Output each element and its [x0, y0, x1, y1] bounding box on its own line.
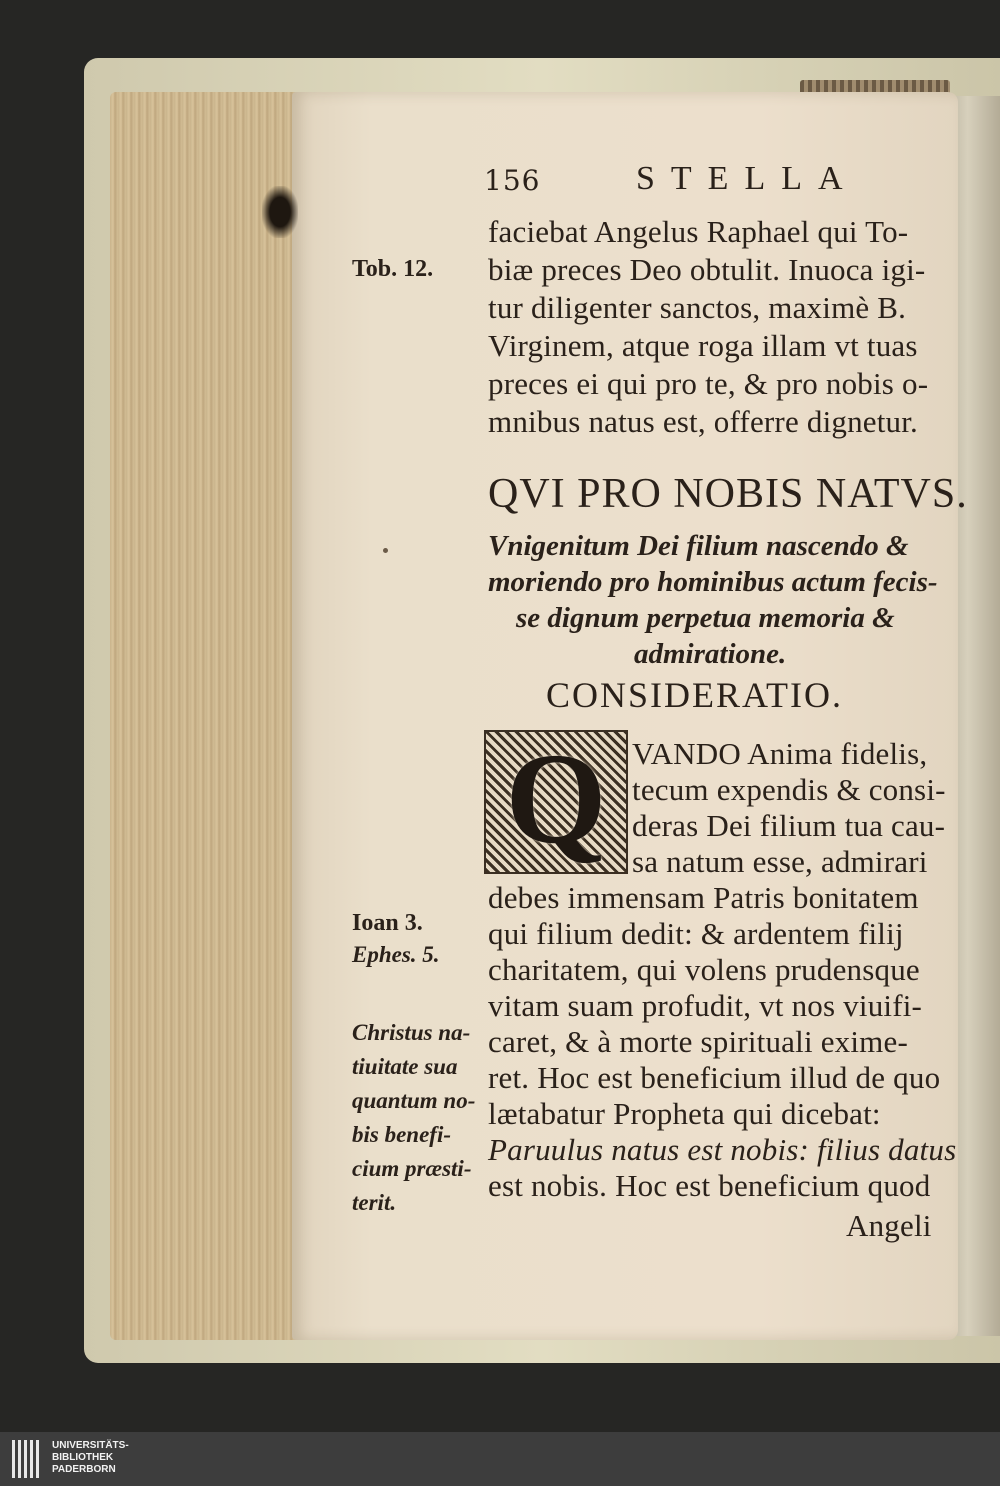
- text-line: qui filium dedit: & ardentem filij: [488, 916, 904, 951]
- text-line: sa natum esse, admirari: [632, 844, 928, 879]
- catchword: Angeli: [846, 1208, 932, 1243]
- page-number: 156: [484, 164, 541, 197]
- margin-note-ephes: Ephes. 5.: [352, 942, 440, 967]
- margin-note-christus: quantum no-: [352, 1088, 476, 1113]
- consideratio-heading: CONSIDERATIO.: [546, 675, 844, 715]
- italic-line: moriendo pro hominibus actum fecis-: [488, 566, 938, 598]
- text-line: vitam suam profudit, vt nos viuifi-: [488, 988, 923, 1023]
- library-logo-text: [52, 1440, 129, 1476]
- text-line: debes immensam Patris bonitatem: [488, 880, 919, 915]
- margin-note-christus: bis benefi-: [352, 1122, 452, 1147]
- text-line: est nobis. Hoc est beneficium quod: [488, 1168, 931, 1203]
- italic-line: se dignum perpetua memoria &: [516, 602, 895, 634]
- text-line: faciebat Angelus Raphael qui To-: [488, 214, 909, 249]
- italic-line: Vnigenitum Dei filium nascendo &: [488, 530, 909, 562]
- logo-line: UNIVERSITÄTS-: [52, 1440, 129, 1451]
- page-edges: [110, 92, 296, 1340]
- margin-note-christus: terit.: [352, 1190, 397, 1215]
- logo-line: PADERBORN: [52, 1464, 116, 1475]
- margin-note-tob: Tob. 12.: [352, 256, 434, 282]
- text-line: tur diligenter sanctos, maximè B.: [488, 290, 907, 325]
- margin-note-christus: Christus na-: [352, 1020, 471, 1045]
- text-line: charitatem, qui volens prudensque: [488, 952, 920, 987]
- text-line: Virginem, atque roga illam vt tuas: [488, 328, 918, 363]
- ink-dot: [383, 548, 388, 553]
- ink-smudge: [262, 186, 298, 238]
- logo-line: BIBLIOTHEK: [52, 1452, 114, 1463]
- text-line: lætabatur Propheta qui dicebat:: [488, 1096, 881, 1131]
- margin-note-christus: cium præsti-: [352, 1156, 472, 1181]
- decorated-initial: [484, 727, 628, 874]
- margin-note-ioan: Ioan 3.: [352, 910, 423, 936]
- text-line: caret, & à morte spirituali exime-: [488, 1024, 908, 1059]
- library-logo-icon: [12, 1440, 42, 1478]
- footer-bar: [0, 1432, 1000, 1486]
- initial-letter: Q: [505, 727, 607, 871]
- text-line: biæ preces Deo obtulit. Inuoca igi-: [488, 252, 926, 287]
- text-line: mnibus natus est, offerre dignetur.: [488, 404, 919, 439]
- text-line: Paruulus natus est nobis: filius datus: [488, 1132, 957, 1167]
- text-line: ret. Hoc est beneficium illud de quo: [488, 1060, 941, 1095]
- running-head: STELLA: [636, 160, 859, 197]
- section-heading: QVI PRO NOBIS NATVS.: [488, 471, 968, 517]
- text-line: tecum expendis & consi-: [632, 772, 946, 807]
- margin-note-christus: tiuitate sua: [352, 1054, 458, 1079]
- text-line: preces ei qui pro te, & pro nobis o-: [488, 366, 929, 401]
- text-line: deras Dei filium tua cau-: [632, 808, 946, 843]
- text-line: VANDO Anima fidelis,: [632, 736, 928, 771]
- italic-line: admiratione.: [634, 638, 787, 670]
